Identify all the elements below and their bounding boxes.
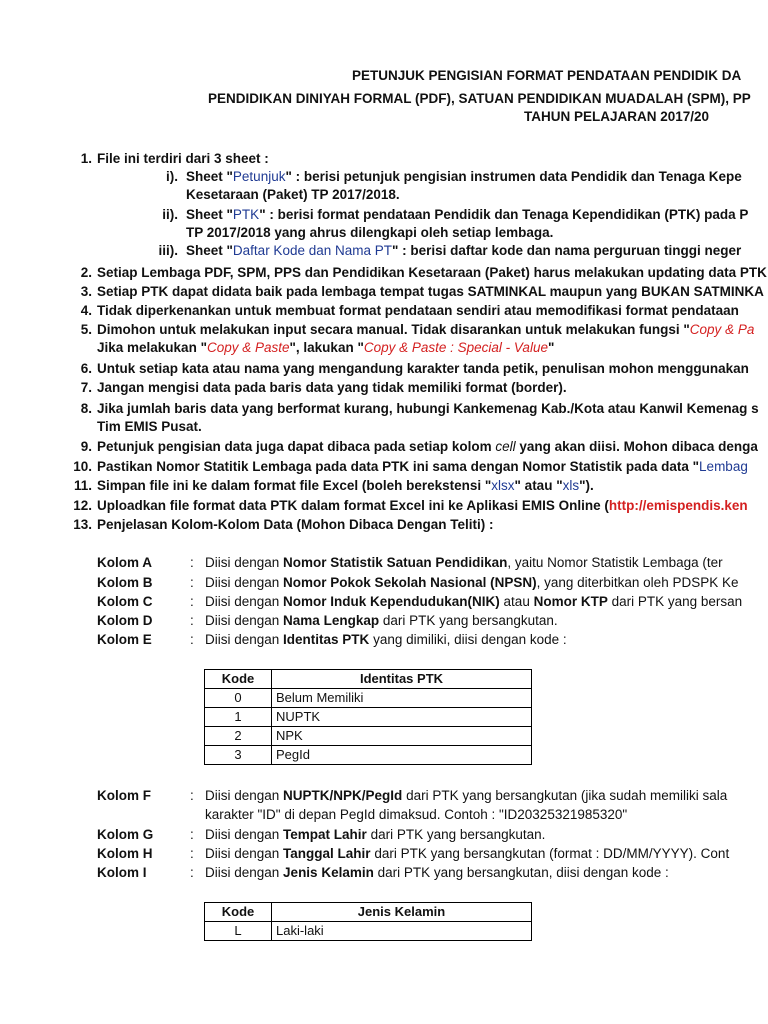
- item-number: 4.: [80, 303, 92, 318]
- identitas-ptk-table: [204, 669, 532, 765]
- item-text-cont: Jika melakukan "Copy & Paste", lakukan "Copy & Paste : Special - Value": [97, 340, 555, 355]
- item-number: 11.: [73, 478, 92, 493]
- item-number: 10.: [73, 459, 92, 474]
- kolom-label: Kolom D: [97, 613, 153, 628]
- kolom-label: Kolom G: [97, 827, 154, 842]
- item-text: Uploadkan file format data PTK dalam format Excel ini ke Aplikasi EMIS Online (http://emispendis.ken: [97, 498, 748, 513]
- table-cell-label: PegId: [272, 746, 532, 765]
- table-header-row: [205, 670, 532, 689]
- sub-item-number: i).: [166, 169, 178, 184]
- item-number: 12.: [73, 498, 92, 513]
- kolom-label: Kolom F: [97, 788, 151, 803]
- item-text: Setiap PTK dapat didata baik pada lembaga tempat tugas SATMINKAL maupun yang BUKAN SATMINKA: [97, 284, 764, 299]
- kolom-desc: Diisi dengan Jenis Kelamin dari PTK yang bersangkutan, diisi dengan kode :: [205, 865, 669, 880]
- item-text: Petunjuk pengisian data juga dapat dibaca pada setiap kolom cell yang akan diisi. Mohon dibaca denga: [97, 439, 758, 454]
- kolom-colon: :: [190, 594, 194, 609]
- table-row: [205, 727, 532, 746]
- table-row: [205, 922, 532, 941]
- item-text: Dimohon untuk melakukan input secara manual. Tidak disarankan untuk melakukan fungsi "Copy & Pa: [97, 322, 755, 337]
- kolom-desc: Diisi dengan Tanggal Lahir dari PTK yang bersangkutan (format : DD/MM/YYYY). Cont: [205, 846, 730, 861]
- kolom-label: Kolom E: [97, 632, 152, 647]
- item-number: 13.: [73, 517, 92, 532]
- kolom-desc: Diisi dengan Tempat Lahir dari PTK yang bersangkutan.: [205, 827, 546, 842]
- kolom-desc: Diisi dengan Nomor Induk Kependudukan(NIK) atau Nomor KTP dari PTK yang bersan: [205, 594, 743, 609]
- table-cell-label: NUPTK: [272, 708, 532, 727]
- item-number: 9.: [80, 439, 92, 454]
- table-header-label: Identitas PTK: [272, 670, 532, 689]
- item-number: 1.: [80, 151, 92, 166]
- item-number: 3.: [80, 284, 92, 299]
- kolom-label: Kolom A: [97, 555, 152, 570]
- sub-item-text: Sheet "PTK" : berisi format pendataan Pendidik dan Tenaga Kependidikan (PTK) pada P: [186, 207, 749, 222]
- sub-item-number: iii).: [158, 243, 178, 258]
- table-header-label: Jenis Kelamin: [272, 903, 532, 922]
- item-text: Penjelasan Kolom-Kolom Data (Mohon Dibaca Dengan Teliti) :: [97, 517, 494, 532]
- table-header-row: [205, 903, 532, 922]
- sub-item-text: Sheet "Petunjuk" : berisi petunjuk pengisian instrumen data Pendidik dan Tenaga Kepe: [186, 169, 742, 184]
- kolom-label: Kolom C: [97, 594, 153, 609]
- jenis-kelamin-table: [204, 902, 532, 941]
- item-text-cont: Tim EMIS Pusat.: [97, 419, 202, 434]
- item-text: File ini terdiri dari 3 sheet :: [97, 151, 269, 166]
- kolom-desc: Diisi dengan Nomor Statistik Satuan Pendidikan, yaitu Nomor Statistik Lembaga (ter: [205, 555, 723, 570]
- kolom-label: Kolom B: [97, 575, 153, 590]
- kolom-colon: :: [190, 613, 194, 628]
- table-cell-label: NPK: [272, 727, 532, 746]
- item-text: Untuk setiap kata atau nama yang mengandung karakter tanda petik, penulisan mohon menggunakan: [97, 361, 749, 376]
- kolom-desc: Diisi dengan NUPTK/NPK/PegId dari PTK yang bersangkutan (jika sudah memiliki sala: [205, 788, 728, 803]
- item-number: 7.: [80, 380, 92, 395]
- header-line-1: PETUNJUK PENGISIAN FORMAT PENDATAAN PENDIDIK DA: [352, 68, 742, 83]
- item-text: Tidak diperkenankan untuk membuat format pendataan sendiri atau memodifikasi format pendataan: [97, 303, 739, 318]
- item-text: Jangan mengisi data pada baris data yang tidak memiliki format (border).: [97, 380, 567, 395]
- table-header-kode: Kode: [205, 903, 272, 922]
- header-line-2: PENDIDIKAN DINIYAH FORMAL (PDF), SATUAN PENDIDIKAN MUADALAH (SPM), PP: [208, 91, 751, 106]
- header-line-3: TAHUN PELAJARAN 2017/20: [524, 109, 710, 124]
- table-cell-kode: 3: [205, 746, 272, 765]
- sheet-name-link: Daftar Kode dan Nama PT: [232, 243, 393, 258]
- kolom-colon: :: [190, 865, 194, 880]
- item-text: Setiap Lembaga PDF, SPM, PPS dan Pendidikan Kesetaraan (Paket) harus melakukan updating data PTK: [97, 265, 767, 280]
- item-text: Pastikan Nomor Statitik Lembaga pada data PTK ini sama dengan Nomor Statistik pada data "Lembag: [97, 459, 748, 474]
- table-row: [205, 708, 532, 727]
- kolom-desc: Diisi dengan Nama Lengkap dari PTK yang bersangkutan.: [205, 613, 558, 628]
- kolom-desc-cont: karakter "ID" di depan PegId dimaksud. Contoh : "ID20325321985320": [205, 807, 628, 822]
- item-number: 2.: [80, 265, 92, 280]
- item-text: Simpan file ini ke dalam format file Excel (boleh berekstensi "xlsx" atau "xls").: [97, 478, 594, 493]
- sub-item-number: ii).: [162, 207, 178, 222]
- kolom-desc: Diisi dengan Identitas PTK yang dimiliki, diisi dengan kode :: [205, 632, 567, 647]
- table-cell-kode: L: [205, 922, 272, 941]
- item-number: 8.: [80, 401, 92, 416]
- table-row: [205, 689, 532, 708]
- kolom-colon: :: [190, 846, 194, 861]
- table-row: [205, 746, 532, 765]
- kolom-label: Kolom H: [97, 846, 153, 861]
- table-cell-label: Laki-laki: [272, 922, 532, 941]
- kolom-desc: Diisi dengan Nomor Pokok Sekolah Nasional (NPSN), yang diterbitkan oleh PDSPK Ke: [205, 575, 739, 590]
- sub-item-text-cont: TP 2017/2018 yang ahrus dilengkapi oleh setiap lembaga.: [186, 225, 554, 240]
- kolom-colon: :: [190, 788, 194, 803]
- sub-item-text: Sheet "Daftar Kode dan Nama PT" : berisi daftar kode dan nama perguruan tinggi neger: [186, 243, 742, 258]
- table-cell-kode: 0: [205, 689, 272, 708]
- sub-item-text-cont: Kesetaraan (Paket) TP 2017/2018.: [186, 187, 400, 202]
- item-text: Jika jumlah baris data yang berformat kurang, hubungi Kankemenag Kab./Kota atau Kanwil Kemenag s: [97, 401, 759, 416]
- sheet-name-link: PTK: [232, 207, 260, 222]
- table-header-kode: Kode: [205, 670, 272, 689]
- kolom-label: Kolom I: [97, 865, 147, 880]
- table-cell-kode: 1: [205, 708, 272, 727]
- table-cell-kode: 2: [205, 727, 272, 746]
- table-cell-label: Belum Memiliki: [272, 689, 532, 708]
- item-number: 5.: [80, 322, 92, 337]
- item-number: 6.: [80, 361, 92, 376]
- kolom-colon: :: [190, 827, 194, 842]
- emis-url-link[interactable]: http://emispendis.ken: [608, 498, 748, 513]
- sheet-name-link: Petunjuk: [232, 169, 286, 184]
- kolom-colon: :: [190, 555, 194, 570]
- kolom-colon: :: [190, 632, 194, 647]
- kolom-colon: :: [190, 575, 194, 590]
